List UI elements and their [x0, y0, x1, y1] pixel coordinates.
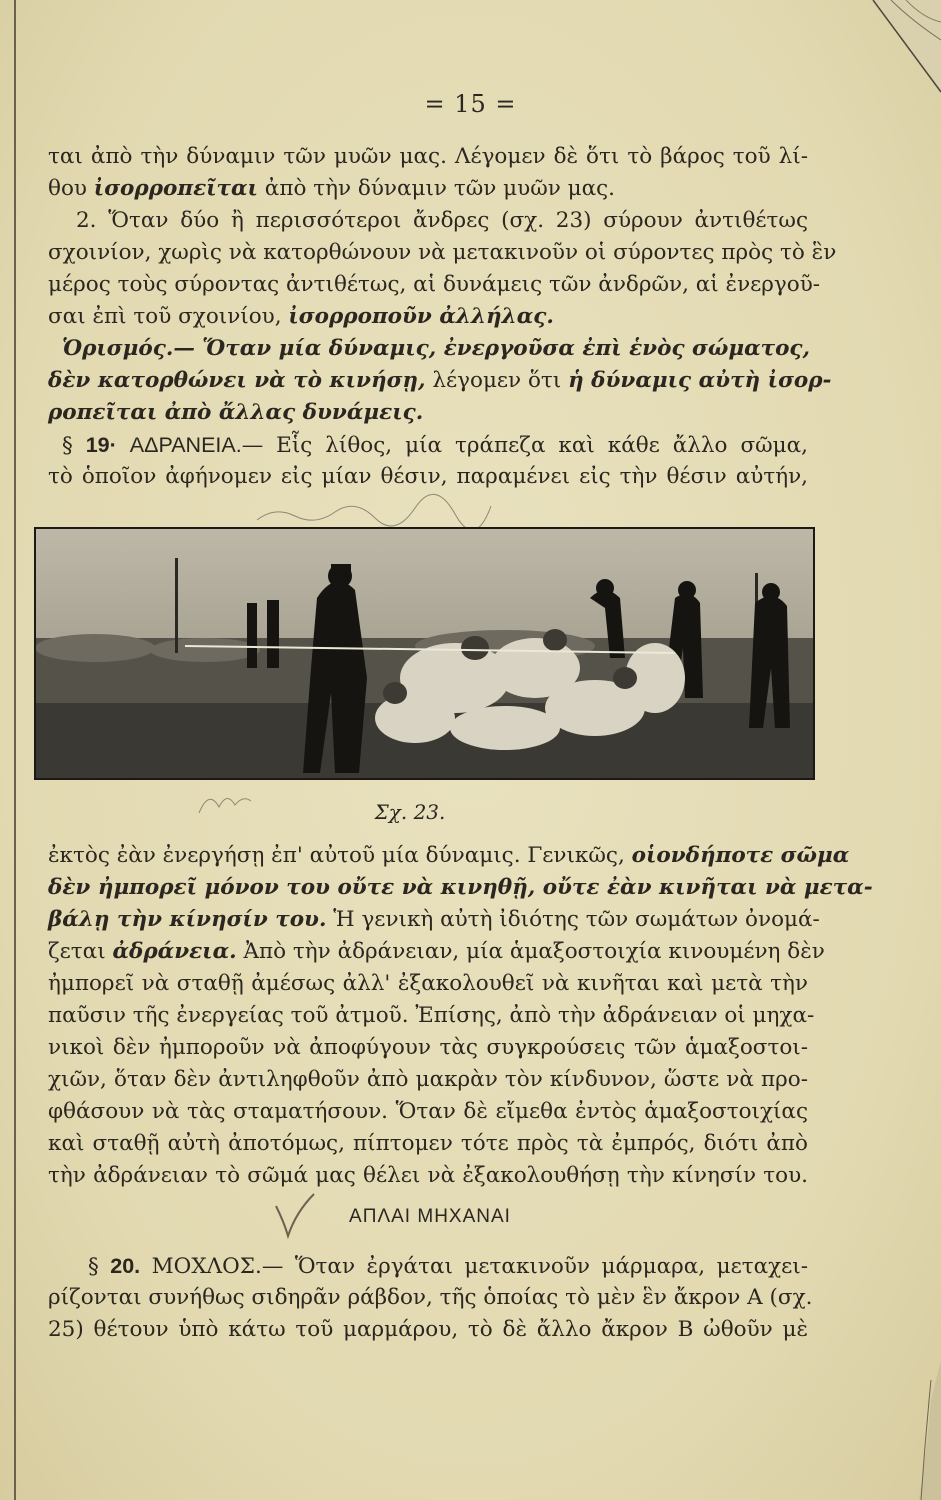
- text-line: 2. Ὅταν δύο ἢ περισσότεροι ἄνδρες (σχ. 23) σύρουν ἀντιθέτως: [76, 208, 808, 233]
- definition-line: ροπεῖται ἀπὸ ἄλλας δυνάμεις.: [48, 400, 424, 425]
- figure-caption: Σχ. 23.: [374, 800, 446, 824]
- tug-of-war-photo: [35, 528, 814, 779]
- text-block-middle: [48, 840, 873, 1192]
- text-line: ρίζονται συνήθως σιδηρᾶν ράβδον, τῆς ὁποίας τὸ μὲν ἓν ἄκρον Α (σχ.: [48, 1285, 813, 1310]
- page-edge-line: [14, 0, 16, 1500]
- text-line: ἐκτὸς ἐὰν ἐνεργήσῃ ἐπ' αὐτοῦ μία δύναμις. Γενικῶς, οἱονδήποτε σῶμα: [48, 843, 850, 868]
- definition-line: Ὁρισμός.— Ὅταν μία δύναμις, ἐνεργοῦσα ἐπὶ ἑνὸς σώματος,: [62, 336, 811, 361]
- pencil-scribble: [255, 498, 495, 528]
- text-block-top: [48, 141, 837, 493]
- text-line: ἠμπορεῖ νὰ σταθῇ ἀμέσως ἀλλ' ἐξακολουθεῖ νὰ κινῆται καὶ μετὰ τὴν: [48, 971, 808, 996]
- section-19-line: § 19· ΑΔΡΑΝΕΙΑ.— Εἷς λίθος, μία τράπεζα καὶ κάθε ἄλλο σῶμα,: [62, 433, 808, 458]
- text-line: μέρος τοὺς σύροντας ἀντιθέτως, αἱ δυνάμεις τῶν ἀνδρῶν, αἱ ἐνεργοῦ-: [48, 272, 821, 297]
- definition-line: δὲν κατορθώνει νὰ τὸ κινήσῃ, λέγομεν ὅτι ἡ δύναμις αὐτὴ ἰσορ-: [48, 368, 832, 393]
- section-heading: ΑΠΛΑΙ ΜΗΧΑΝΑΙ: [349, 1206, 511, 1227]
- text-line: νικοὶ δὲν ἠμποροῦν νὰ ἀποφύγουν τὰς συγκρούσεις τῶν ἁμαξοστοι-: [48, 1035, 808, 1060]
- text-line: 25) θέτουν ὑπὸ κάτω τοῦ μαρμάρου, τὸ δὲ ἄλλο ἄκρον Β ὠθοῦν μὲ: [48, 1317, 808, 1342]
- text-line: φθάσουν νὰ τὰς σταματήσουν. Ὅταν δὲ εἴμεθα ἐντὸς ἁμαξοστοιχίας: [48, 1099, 808, 1124]
- text-line: σαι ἐπὶ τοῦ σχοινίου, ἰσορροποῦν ἀλλήλας.: [48, 304, 554, 329]
- text-line: τὸ ὁποῖον ἀφήνομεν εἰς μίαν θέσιν, παραμένει εἰς τὴν θέσιν αὐτήν,: [48, 464, 808, 489]
- text-line: τὴν ἀδράνειαν τὸ σῶμά μας θέλει νὰ ἐξακολουθήσῃ τὴν κίνησίν του.: [48, 1163, 808, 1188]
- text-line: σχοινίον, χωρὶς νὰ κατορθώνουν νὰ μετακινοῦν οἱ σύροντες πρὸς τὸ ἓν: [48, 240, 837, 265]
- text-line: χιῶν, ὅταν δὲν ἀντιληφθοῦν ἀπὸ μακρὰν τὸν κίνδυνον, ὥστε νὰ προ-: [48, 1067, 808, 1092]
- page-number: = 15 =: [424, 90, 517, 118]
- section-20-line: § 20. ΜΟΧΛΟΣ.— Ὅταν ἐργάται μετακινοῦν μάρμαρα, μεταχει-: [88, 1254, 808, 1279]
- text-line: δὲν ἠμπορεῖ μόνον του οὔτε νὰ κινηθῇ, οὔτε ἐὰν κινῆται νὰ μετα-: [48, 875, 873, 900]
- torn-corner-bottom: [901, 1360, 941, 1500]
- text-line: ζεται ἀδράνεια. Ἀπὸ τὴν ἀδράνειαν, μία ἁμαξοστοιχία κινουμένη δὲν: [48, 939, 825, 964]
- text-line: ται ἀπὸ τὴν δύναμιν τῶν μυῶν μας. Λέγομεν δὲ ὅτι τὸ βάρος τοῦ λί-: [48, 144, 808, 169]
- text-line: καὶ σταθῇ αὐτὴ ἀποτόμως, πίπτομεν τότε πρὸς τὰ ἐμπρός, διότι ἀπὸ: [48, 1131, 808, 1156]
- text-block-bottom: [48, 1250, 813, 1346]
- text-line: βάλῃ τὴν κίνησίν του. Ἡ γενικὴ αὐτὴ ἰδιότης τῶν σωμάτων ὀνομά-: [48, 907, 820, 932]
- text-line: παῦσιν τῆς ἐνεργείας τοῦ ἀτμοῦ. Ἐπίσης, ἀπὸ τὴν ἀδράνειαν οἱ μηχα-: [48, 1003, 815, 1028]
- text-line: θου ἰσορροπεῖται ἀπὸ τὴν δύναμιν τῶν μυῶν μας.: [48, 176, 615, 201]
